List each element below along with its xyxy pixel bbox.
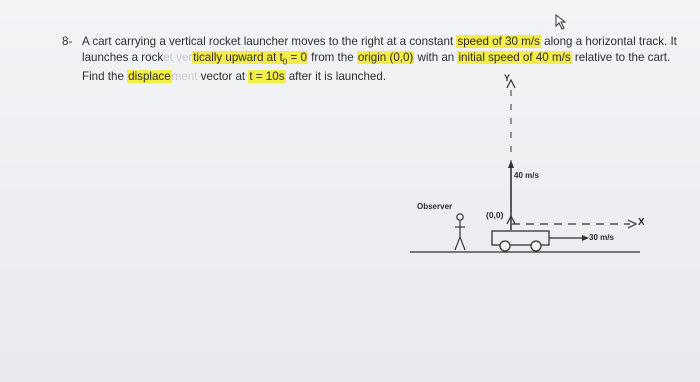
question-text-segment: with an: [414, 50, 458, 64]
highlight-text: tically upward at t: [193, 50, 283, 64]
question-number: 8-: [62, 35, 73, 48]
observer-leg-right: [460, 237, 465, 250]
question-text-segment: A cart carrying a vertical rocket launcher moves to the right at a constant: [82, 35, 457, 48]
x-axis-label: X: [638, 217, 645, 228]
cart-wheel-right: [531, 241, 541, 251]
question-text-segment: after it is launched.: [285, 70, 387, 84]
cart-speed-label: 30 m/s: [589, 233, 614, 242]
highlight-speed-40: initial speed of 40 m/s: [458, 50, 571, 64]
observer-leg-left: [455, 237, 460, 250]
highlight-time: t = 10s: [249, 70, 285, 84]
cart-wheel-left: [500, 241, 510, 251]
highlight-text: = 0: [287, 50, 307, 64]
question-text-segment: Find the: [82, 70, 128, 84]
question-text-segment: along a horizontal track. It: [540, 35, 677, 48]
highlight-speed-30: speed of 30 m/s: [457, 35, 540, 48]
highlight-displacement: displace: [128, 70, 171, 84]
question-text-segment: vector at: [197, 70, 249, 84]
subscript-zero: 0: [282, 56, 288, 66]
faded-text: ment: [171, 70, 198, 84]
rocket-arrowhead: [508, 160, 514, 168]
y-axis-label: Y: [504, 73, 511, 83]
question-text-segment: launches a rock: [82, 50, 164, 64]
rocket-speed-label: 40 m/s: [514, 171, 539, 180]
question-text-segment: from the: [307, 50, 357, 64]
origin-label: (0,0): [486, 210, 504, 220]
faded-text: et ver: [163, 50, 193, 64]
observer-head: [457, 214, 463, 220]
highlight-origin: origin (0,0): [357, 50, 414, 64]
question-text-segment: relative to the cart.: [571, 50, 671, 64]
observer-label: Observer: [417, 202, 453, 211]
cart-arrowhead: [582, 235, 589, 241]
